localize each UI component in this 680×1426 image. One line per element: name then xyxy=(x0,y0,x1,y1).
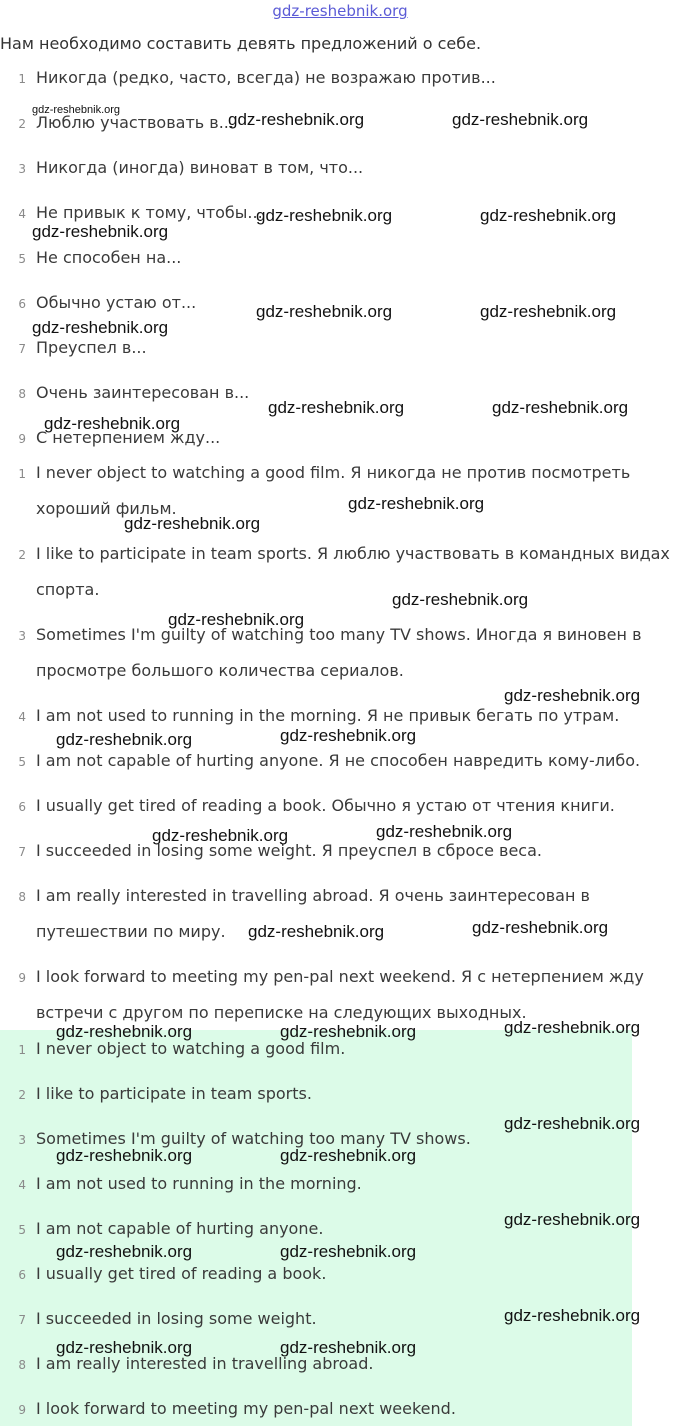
watermark: gdz-reshebnik.org xyxy=(168,610,305,629)
item-number: 2 xyxy=(18,548,26,562)
prompt-text: Никогда (редко, часто, всегда) не возражаю против... xyxy=(36,68,496,87)
translation-text: I am not used to running in the morning. Я не привык бегать по утрам. xyxy=(36,706,620,725)
item-number: 2 xyxy=(18,1088,26,1102)
watermark: gdz-reshebnik.org xyxy=(44,414,181,433)
translation-text: I am really interested in travelling abroad. Я очень заинтересован в путешествии по миру. xyxy=(36,886,590,941)
watermark: gdz-reshebnik.org xyxy=(256,302,393,321)
task-intro: Нам необходимо составить девять предложений о себе. xyxy=(0,34,482,53)
watermark: gdz-reshebnik.org xyxy=(480,302,617,321)
item-number: 6 xyxy=(18,297,26,311)
watermark: gdz-reshebnik.org xyxy=(504,686,641,705)
translation-text: I never object to watching a good film. Я никогда не против посмотреть хороший фильм. xyxy=(36,463,631,518)
translation-text: Sometimes I'm guilty of watching too many TV shows. Иногда я виновен в просмотре большого количества сериалов. xyxy=(36,625,642,680)
answer-text: I am really interested in travelling abroad. xyxy=(36,1354,374,1373)
item-number: 9 xyxy=(18,971,26,985)
watermark: gdz-reshebnik.org xyxy=(248,922,385,941)
translation-text: I look forward to meeting my pen-pal next weekend. Я с нетерпением жду встречи с другом по переписке на следующих выходных. xyxy=(36,967,644,1022)
answer-text: Sometimes I'm guilty of watching too many TV shows. xyxy=(36,1129,471,1148)
watermark: gdz-reshebnik.org xyxy=(280,1242,417,1261)
watermark: gdz-reshebnik.org xyxy=(348,494,485,513)
answer-text: I am not capable of hurting anyone. xyxy=(36,1219,324,1238)
watermark: gdz-reshebnik.org xyxy=(124,514,261,533)
item-number: 6 xyxy=(18,800,26,814)
item-number: 5 xyxy=(18,755,26,769)
watermark: gdz-reshebnik.org xyxy=(32,104,121,116)
prompt-text: Не способен на... xyxy=(36,248,182,267)
item-number: 9 xyxy=(18,432,26,446)
watermark: gdz-reshebnik.org xyxy=(256,206,393,225)
watermark: gdz-reshebnik.org xyxy=(280,1338,417,1357)
answer-text: I usually get tired of reading a book. xyxy=(36,1264,327,1283)
item-number: 3 xyxy=(18,1133,26,1147)
prompt-text: Никогда (иногда) виноват в том, что... xyxy=(36,158,364,177)
prompt-text: С нетерпением жду... xyxy=(36,428,221,447)
item-number: 1 xyxy=(18,467,26,481)
item-number: 8 xyxy=(18,387,26,401)
item-number: 7 xyxy=(18,845,26,859)
item-number: 7 xyxy=(18,342,26,356)
translation-text: I am not capable of hurting anyone. Я не способен навредить кому-либо. xyxy=(36,751,641,770)
prompt-text: Люблю участвовать в... xyxy=(36,113,234,132)
watermark: gdz-reshebnik.org xyxy=(56,730,193,749)
site-title-link[interactable]: gdz-reshebnik.org xyxy=(272,2,408,20)
watermark: gdz-reshebnik.org xyxy=(228,110,365,129)
item-number: 7 xyxy=(18,1313,26,1327)
prompt-text: Преуспел в... xyxy=(36,338,147,357)
answer-text: I never object to watching a good film. xyxy=(36,1039,346,1058)
prompt-text: Не привык к тому, чтобы... xyxy=(36,203,263,222)
watermark: gdz-reshebnik.org xyxy=(504,1114,641,1133)
answer-text: I succeeded in losing some weight. xyxy=(36,1309,317,1328)
watermark: gdz-reshebnik.org xyxy=(392,590,529,609)
item-number: 3 xyxy=(18,162,26,176)
watermark: gdz-reshebnik.org xyxy=(280,1022,417,1041)
watermark: gdz-reshebnik.org xyxy=(504,1018,641,1037)
answer-text: I like to participate in team sports. xyxy=(36,1084,312,1103)
item-number: 4 xyxy=(18,710,26,724)
watermark: gdz-reshebnik.org xyxy=(472,918,609,937)
translation-text: I usually get tired of reading a book. Обычно я устаю от чтения книги. xyxy=(36,796,615,815)
watermark: gdz-reshebnik.org xyxy=(376,822,513,841)
watermark: gdz-reshebnik.org xyxy=(56,1338,193,1357)
watermark: gdz-reshebnik.org xyxy=(56,1022,193,1041)
watermark: gdz-reshebnik.org xyxy=(452,110,589,129)
item-number: 8 xyxy=(18,1358,26,1372)
watermark: gdz-reshebnik.org xyxy=(32,318,169,337)
item-number: 8 xyxy=(18,890,26,904)
watermark: gdz-reshebnik.org xyxy=(32,222,169,241)
watermark: gdz-reshebnik.org xyxy=(504,1210,641,1229)
item-number: 5 xyxy=(18,252,26,266)
item-number: 4 xyxy=(18,207,26,221)
translation-text: I like to participate in team sports. Я люблю участвовать в командных видах спорта. xyxy=(36,544,670,599)
watermark: gdz-reshebnik.org xyxy=(504,1306,641,1325)
watermark: gdz-reshebnik.org xyxy=(280,1146,417,1165)
translation-text: I succeeded in losing some weight. Я преуспел в сбросе веса. xyxy=(36,841,542,860)
item-number: 4 xyxy=(18,1178,26,1192)
item-number: 1 xyxy=(18,1043,26,1057)
item-number: 6 xyxy=(18,1268,26,1282)
watermark: gdz-reshebnik.org xyxy=(480,206,617,225)
item-number: 5 xyxy=(18,1223,26,1237)
item-number: 9 xyxy=(18,1403,26,1417)
watermark: gdz-reshebnik.org xyxy=(152,826,289,845)
watermark: gdz-reshebnik.org xyxy=(492,398,629,417)
answer-text: I look forward to meeting my pen-pal next weekend. xyxy=(36,1399,456,1418)
watermark: gdz-reshebnik.org xyxy=(280,726,417,745)
answer-text: I am not used to running in the morning. xyxy=(36,1174,362,1193)
watermark: gdz-reshebnik.org xyxy=(56,1242,193,1261)
item-number: 1 xyxy=(18,72,26,86)
item-number: 3 xyxy=(18,629,26,643)
watermark: gdz-reshebnik.org xyxy=(56,1146,193,1165)
watermark: gdz-reshebnik.org xyxy=(268,398,405,417)
prompt-text: Очень заинтересован в... xyxy=(36,383,250,402)
item-number: 2 xyxy=(18,117,26,131)
prompt-text: Обычно устаю от... xyxy=(36,293,197,312)
